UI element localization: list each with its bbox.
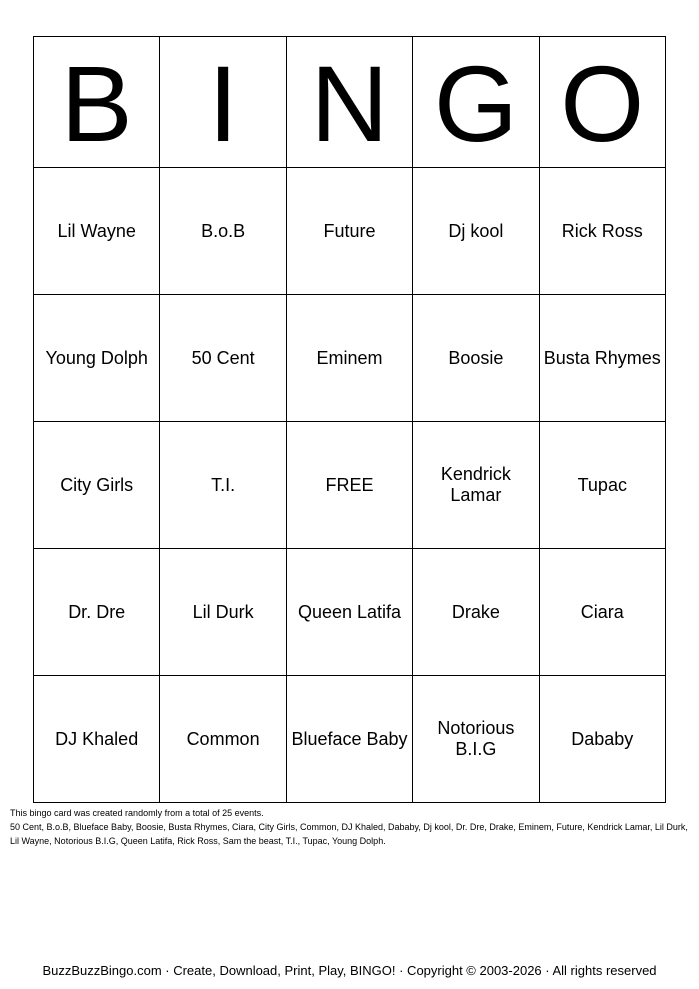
- cell-label: DJ Khaled: [55, 728, 139, 749]
- bingo-row: [34, 295, 666, 422]
- bingo-cell: [34, 422, 160, 549]
- bingo-cell: [160, 676, 286, 803]
- free-space-cell: [286, 422, 412, 549]
- cell-label: B.o.B: [201, 220, 246, 241]
- bingo-cell: [160, 549, 286, 676]
- bingo-cell: [413, 549, 539, 676]
- cell-label: Kendrick Lamar: [440, 464, 511, 505]
- cell-label: Ciara: [580, 601, 624, 622]
- bingo-row: [34, 168, 666, 295]
- bingo-cell: [286, 168, 412, 295]
- bingo-cell: [413, 422, 539, 549]
- cell-label: Lil Durk: [192, 601, 254, 622]
- bingo-row: [34, 676, 666, 803]
- cell-label: Lil Wayne: [57, 220, 136, 241]
- cell-label: Dababy: [571, 728, 634, 749]
- cell-label: Common: [186, 728, 260, 749]
- cell-label: Boosie: [448, 347, 504, 368]
- bingo-cell: [286, 549, 412, 676]
- notes-event-list: 50 Cent, B.o.B, Blueface Baby, Boosie, Busta Rhymes, Ciara, City Girls, Common, DJ Khaled, Dababy, Dj kool, Dr. Dre, Drake, Eminem, Future, Kendrick Lamar, Lil Durk, Lil Wayne, Notorious B.I.G, Queen Latifa, Rick Ross, Sam the beast, T.I., Tupac, Young Dolph.: [10, 822, 688, 846]
- bingo-header-row: [34, 37, 666, 168]
- bingo-cell: [160, 295, 286, 422]
- bingo-cell: [413, 676, 539, 803]
- bingo-cell: [539, 295, 665, 422]
- bingo-cell: [413, 168, 539, 295]
- cell-label: Dr. Dre: [68, 601, 126, 622]
- card-notes: [10, 806, 694, 848]
- bingo-cell: [539, 168, 665, 295]
- header-letter-n: N: [286, 37, 412, 168]
- cell-label: T.I.: [211, 474, 236, 495]
- bingo-cell: [413, 295, 539, 422]
- cell-label: Dj kool: [448, 220, 504, 241]
- bingo-cell: [539, 549, 665, 676]
- header-letter-i: I: [160, 37, 286, 168]
- bingo-cell: [286, 295, 412, 422]
- bingo-cell: [34, 676, 160, 803]
- free-space-label: FREE: [325, 474, 374, 495]
- bingo-row: [34, 549, 666, 676]
- cell-label: Busta Rhymes: [543, 347, 661, 368]
- cell-label: City Girls: [60, 474, 134, 495]
- cell-label: 50 Cent: [191, 347, 255, 368]
- header-letter-o: O: [539, 37, 665, 168]
- bingo-cell: [34, 549, 160, 676]
- bingo-cell: [34, 168, 160, 295]
- cell-label: Drake: [451, 601, 500, 622]
- cell-label: Notorious B.I.G: [437, 718, 515, 759]
- cell-label: Tupac: [577, 474, 627, 495]
- bingo-cell: [539, 676, 665, 803]
- header-letter-b: B: [34, 37, 160, 168]
- bingo-cell: [34, 295, 160, 422]
- bingo-cell: [539, 422, 665, 549]
- cell-label: Eminem: [316, 347, 383, 368]
- bingo-card: [33, 36, 666, 803]
- bingo-cell: [286, 676, 412, 803]
- bingo-cell: [160, 168, 286, 295]
- cell-label: Queen Latifa: [297, 601, 402, 622]
- page-footer: BuzzBuzzBingo.com · Create, Download, Print, Play, BINGO! · Copyright © 2003-2026 · All rights reserved: [42, 963, 657, 978]
- header-letter-g: G: [413, 37, 539, 168]
- bingo-row: [34, 422, 666, 549]
- cell-label: Blueface Baby: [291, 728, 408, 749]
- cell-label: Rick Ross: [561, 220, 643, 241]
- cell-label: Young Dolph: [45, 347, 148, 368]
- notes-summary: This bingo card was created randomly from a total of 25 events.: [10, 808, 264, 818]
- bingo-cell: [160, 422, 286, 549]
- cell-label: Future: [323, 220, 376, 241]
